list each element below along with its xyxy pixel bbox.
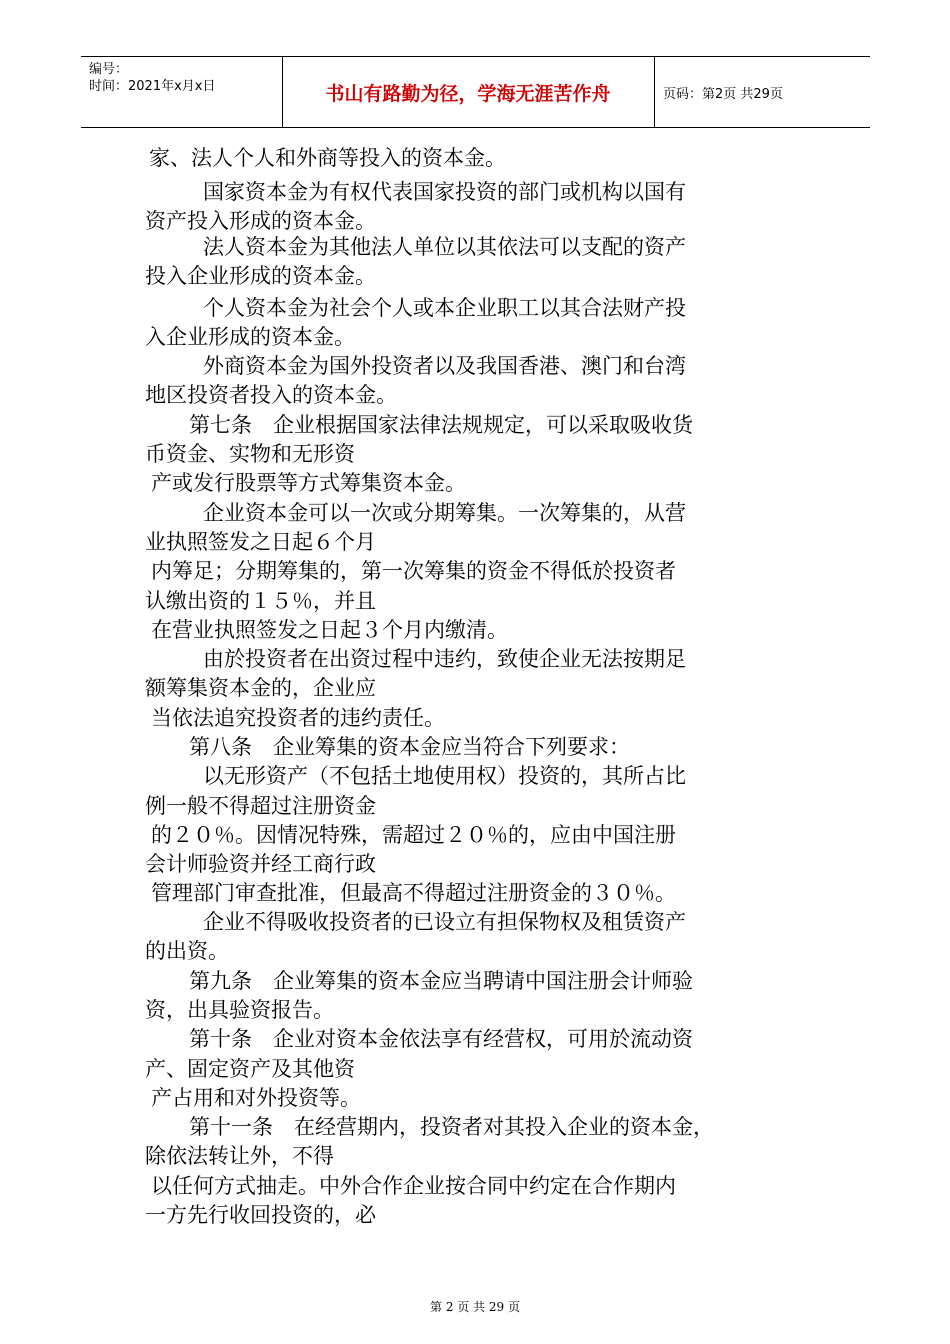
text-line: 资产投入形成的资本金。: [145, 209, 376, 233]
text-line: 企业不得吸收投资者的已设立有担保物权及租赁资产: [203, 910, 686, 934]
text-line: 由於投资者在出资过程中违约，致使企业无法按期足: [203, 647, 686, 671]
text-line: 第十一条 在经营期内，投资者对其投入企业的资本金，: [189, 1115, 714, 1139]
doc-time-label: 时间：2021年x月x日: [89, 79, 216, 94]
header-motto: 书山有路勤为径，学海无涯苦作舟: [325, 82, 611, 105]
text-line: 外商资本金为国外投资者以及我国香港、澳门和台湾: [203, 354, 686, 378]
text-line: 产占用和对外投资等。: [151, 1086, 361, 1110]
text-line: 例一般不得超过注册资金: [145, 794, 376, 818]
text-line: 除依法转让外，不得: [145, 1144, 334, 1168]
text-line: 认缴出资的１５％，并且: [145, 589, 376, 613]
text-line: 法人资本金为其他法人单位以其依法可以支配的资产: [203, 235, 686, 259]
text-line: 管理部门审查批准，但最高不得超过注册资金的３０％。: [151, 881, 676, 905]
text-line: 一方先行收回投资的，必: [145, 1203, 376, 1227]
header-page-info: 页码：第2页 共29页: [663, 86, 783, 102]
text-line: 资，出具验资报告。: [145, 998, 334, 1022]
document-header: [81, 56, 870, 128]
text-line: 第十条 企业对资本金依法享有经营权，可用於流动资: [189, 1027, 693, 1051]
text-line: 的出资。: [145, 939, 229, 963]
text-line: 产或发行股票等方式筹集资本金。: [151, 471, 466, 495]
text-line: 当依法追究投资者的违约责任。: [151, 706, 445, 730]
text-line: 额筹集资本金的，企业应: [145, 676, 376, 700]
text-line: 家、法人个人和外商等投入的资本金。: [149, 146, 506, 170]
page-footer: 第 2 页 共 29 页: [430, 1300, 520, 1314]
text-line: 国家资本金为有权代表国家投资的部门或机构以国有: [203, 180, 686, 204]
text-line: 产、固定资产及其他资: [145, 1057, 355, 1081]
text-line: 个人资本金为社会个人或本企业职工以其合法财产投: [203, 296, 686, 320]
header-divider: [654, 57, 655, 127]
text-line: 以任何方式抽走。中外合作企业按合同中约定在合作期内: [151, 1174, 676, 1198]
text-line: 入企业形成的资本金。: [145, 325, 355, 349]
text-line: 内筹足；分期筹集的，第一次筹集的资金不得低於投资者: [151, 559, 676, 583]
text-line: 投入企业形成的资本金。: [145, 264, 376, 288]
text-line: 以无形资产（不包括土地使用权）投资的，其所占比: [203, 764, 686, 788]
doc-number-label: 编号：: [89, 62, 129, 77]
text-line: 在营业执照签发之日起３个月内缴清。: [151, 618, 508, 642]
text-line: 币资金、实物和无形资: [145, 442, 355, 466]
text-line: 会计师验资并经工商行政: [145, 852, 376, 876]
text-line: 的２０％。因情况特殊，需超过２０％的，应由中国注册: [151, 823, 676, 847]
text-line: 第七条 企业根据国家法律法规规定，可以采取吸收货: [189, 413, 693, 437]
text-line: 第九条 企业筹集的资本金应当聘请中国注册会计师验: [189, 969, 693, 993]
text-line: 第八条 企业筹集的资本金应当符合下列要求：: [189, 735, 630, 759]
text-line: 企业资本金可以一次或分期筹集。一次筹集的，从营: [203, 501, 686, 525]
text-line: 地区投资者投入的资本金。: [145, 383, 397, 407]
text-line: 业执照签发之日起６个月: [145, 530, 376, 554]
header-meta: [89, 61, 215, 95]
